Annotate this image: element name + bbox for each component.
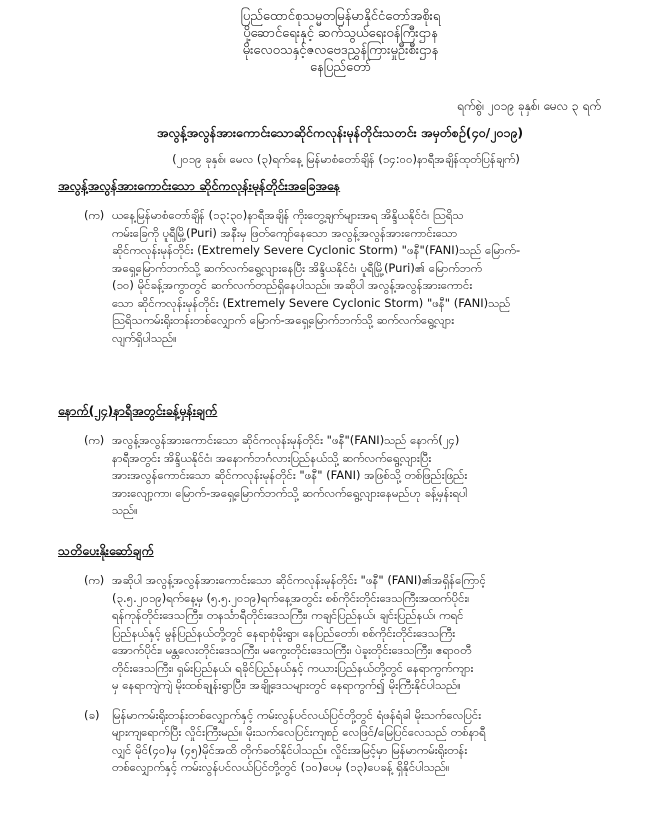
letterhead-city: နေပြည်တော် <box>309 60 371 75</box>
paragraph-line: ယနေ့မြန်မာစံတော်ချိန် (၁၃:၃၀)နာရီအချိန် ကိုးတွေ့ချက်များအရ အိန္ဒိယနိုင်ငံ၊ ဩရိသ <box>112 208 464 222</box>
paragraph-line: မြန်မာကမ်းရိုးတန်းတစ်လျှောက်နှင့် ကမ်းလွန်ပင်လယ်ပြင်တို့တွင် ရံဖန်ရံခါ မိုးသက်လေပြင်း <box>112 707 482 722</box>
paragraph-line: (၁၀) မိုင်ခန့်အကွာတွင် ဆက်လက်တည်ရှိနေပါသည်။ အဆိုပါ အလွန့်အလွန်အားကောင်း <box>112 278 473 292</box>
paragraph-line: လျက်ရှိပါသည်။ <box>112 330 177 345</box>
paragraph-line: ဩရိသကမ်းရိုးတန်းတစ်လျှောက် မြောက်-အရှေ့မြောက်ဘက်သို့ ဆက်လက်ရွေ့လျား <box>112 313 455 327</box>
section-heading: နောက်(၂၄)နာရီအတွင်းခန့်မှန်းချက် <box>58 403 218 418</box>
bulletin-title: အလွန့်အလွန်အားကောင်းသောဆိုင်ကလုန်းမုန်တိုင်းသတင်း အမှတ်စဉ်(၄၀/၂၀၁၉) <box>156 125 524 140</box>
paragraph-line: ကမ်းခြေကို ပူရီမြို့(Puri) အနီးမှ ဖြတ်ကျော်နေသော အလွန့်အလွန်အားကောင်းသော <box>112 225 458 240</box>
paragraph-line: အားလျော့ကာ၊ မြောက်-အရှေ့မြောက်ဘက်သို့ ဆက်လက်ရွေ့လျားနေမည်ဟု ခန့်မှန်းရပါ <box>112 485 468 500</box>
section-heading: အလွန့်အလွန်အားကောင်းသော ဆိုင်ကလုန်းမုန်တိုင်းအခြေအနေ <box>58 178 341 193</box>
section-cyclone-status <box>58 178 624 347</box>
paragraph-line: အလွန့်အလွန်အားကောင်းသော ဆိုင်ကလုန်းမုန်တိုင်း "ဖနီ"(FANI)သည် နောက်(၂၄) <box>112 433 460 447</box>
paragraph-number: (က) <box>84 573 105 587</box>
paragraph-line: ပြည်နယ်နှင့် မွန်ပြည်နယ်တို့တွင် နေရာစုံမိုးရွာ၊ နေပြည်တော်၊ စစ်ကိုင်းတိုင်းဒေသကြီး <box>112 625 456 640</box>
paragraph-line: သည်။ <box>112 503 138 517</box>
paragraph-line: အောက်ပိုင်း၊ မန္တလေးတိုင်းဒေသကြီး၊ မကွေးတိုင်းဒေသကြီး၊ ပဲခူးတိုင်းဒေသကြီး၊ ဧရာဝတီ <box>112 643 472 657</box>
paragraph-number: (က) <box>84 433 105 447</box>
paragraph-line: အဆိုပါ အလွန့်အလွန်အားကောင်းသော ဆိုင်ကလုန်းမုန်တိုင်း "ဖနီ" (FANI)၏အရှိန်ကြောင့် <box>112 573 486 587</box>
paragraph-line: (၃.၅.၂၀၁၉)ရက်နေ့မှ (၅.၅.၂၀၁၉)ရက်နေ့အတွင်း စစ်ကိုင်းတိုင်းဒေသကြီးအထက်ပိုင်း၊ <box>112 590 470 605</box>
paragraph <box>58 207 624 347</box>
paragraph <box>58 707 624 777</box>
issue-date: ရက်စွဲ၊ ၂၀၁၉ ခုနှစ်၊ မေလ ၃ ရက် <box>456 99 601 113</box>
paragraph-number: (က) <box>84 208 105 222</box>
paragraph-line: များကျရောက်ပြီး လှိုင်းကြီးမည်။ မိုးသက်လေပြင်းကျစဉ် လေဖြင်/မြေပြင်လေသည် တစ်နာရီ <box>112 725 486 739</box>
bulletin-subtitle: (၂၀၁၉ ခုနှစ်၊ မေလ (၃)ရက်နေ့ မြန်မာစံတော်ချိန် (၁၄:၀၀)နာရီအချိန်ထုတ်ပြန်ချက်) <box>172 152 520 166</box>
paragraph-line: မှ နေရာကျဲကျဲ မိုးထစ်ချုန်းရွာပြီး၊ အချို့ဒေသများတွင် နေရာကွက်၍ မိုးကြီးနိုင်ပါသည်။ <box>112 678 461 692</box>
section-24hr-forecast <box>58 403 624 520</box>
paragraph <box>58 572 624 695</box>
letterhead <box>58 0 623 76</box>
paragraph-line: တိုင်းဒေသကြီး၊ ရှမ်းပြည်နယ်၊ ရခိုင်ပြည်နယ်နှင့် ကယားပြည်နယ်တို့တွင် နေရာကွက်ကျား <box>112 660 474 675</box>
paragraph-number: (ခ) <box>84 707 100 722</box>
paragraph-line: သော ဆိုင်ကလုန်းမုန်တိုင်း (Extremely Severe Cyclonic Storm) "ဖနီ" (FANI)သည် <box>112 295 511 310</box>
section-warnings <box>58 543 624 777</box>
letterhead-ministry: ပို့ဆောင်ရေးနှင့် ဆက်သွယ်ရေးဝန်ကြီးဌာန <box>243 26 438 41</box>
paragraph-line: အရှေ့မြောက်ဘက်သို့ ဆက်လက်ရွေ့လျားနေပြီး အိန္ဒိယနိုင်ငံ၊ ပူရီမြို့(Puri)၏ မြောက်ဘက် <box>112 260 483 275</box>
paragraph-line: တစ်လျှောက်နှင့် ကမ်းလွန်ပင်လယ်ပြင်တို့တွင် (၁၀)ပေမှ (၁၃)ပေခန့် ရှိနိုင်ပါသည်။ <box>112 760 450 774</box>
letterhead-government: ပြည်ထောင်စုသမ္မတမြန်မာနိုင်ငံတော်အစိုးရ <box>240 9 441 24</box>
paragraph-line: ရန်ကုန်တိုင်းဒေသကြီး၊ တနင်္သာရီတိုင်းဒေသကြီး၊ ကချင်ပြည်နယ်၊ ချင်းပြည်နယ်၊ ကရင် <box>112 608 464 622</box>
paragraph-line: နာရီအတွင်း အိန္ဒိယနိုင်ငံ၊ အနောက်ဘင်္ဂလားပြည်နယ်သို့ ဆက်လက်ရွေ့လျားပြီး <box>112 450 432 465</box>
letterhead-department: မိုးလေဝသနှင့်ဇလဗေဒညွှန်ကြားမှုဦးစီးဌာန <box>242 43 439 58</box>
paragraph-line: အားအလွန်ကောင်းသော ဆိုင်ကလုန်းမုန်တိုင်း "ဖနီ" (FANI) အဖြစ်သို့ တစ်ဖြည်းဖြည်း <box>112 468 468 482</box>
paragraph-line: လျှင် မိုင်(၄၀)မှ (၄၅)မိုင်အထိ တိုက်ခတ်နိုင်ပါသည်။ လှိုင်းအမြင့်မှာ မြန်မာကမ်းရိုးတန်း <box>112 742 468 757</box>
section-heading: သတိပေးနိုးဆော်ချက် <box>58 543 154 558</box>
paragraph <box>58 432 624 520</box>
paragraph-line: ဆိုင်ကလုန်းမုန်တိုင်း (Extremely Severe Cyclonic Storm) "ဖနီ"(FANI)သည် မြောက်- <box>112 243 521 257</box>
